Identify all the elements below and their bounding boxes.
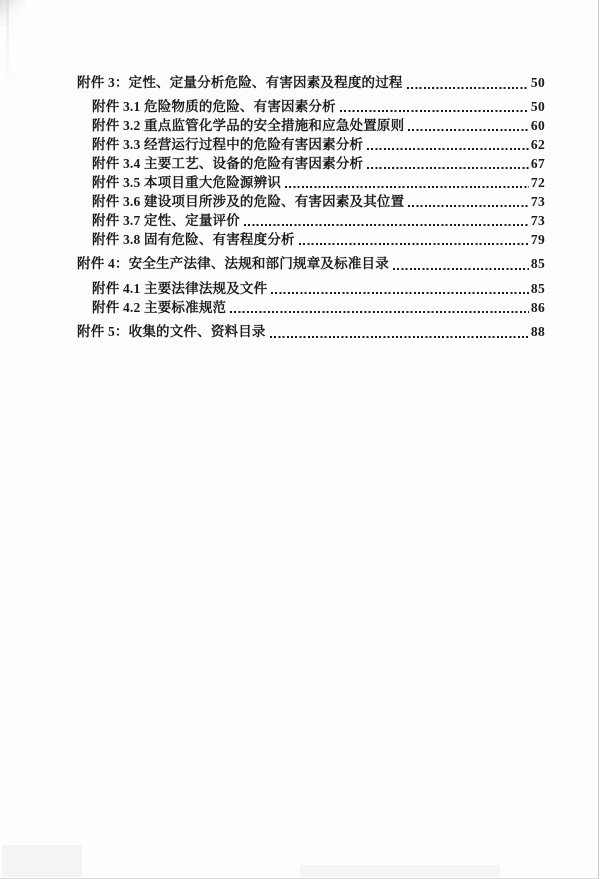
table-of-contents bbox=[77, 72, 545, 341]
toc-entry-label: 附件 3.5 本项目重大危险源辨识 bbox=[92, 175, 282, 190]
dot-leader bbox=[340, 110, 529, 112]
toc-entry-page: 62 bbox=[530, 137, 545, 152]
scan-bottom-center-smudge bbox=[300, 865, 500, 877]
toc-entry-page: 50 bbox=[530, 75, 545, 90]
toc-entry bbox=[77, 321, 545, 341]
toc-entry bbox=[77, 229, 545, 248]
toc-entry bbox=[77, 297, 545, 316]
dot-leader bbox=[244, 224, 529, 226]
dot-leader bbox=[270, 336, 529, 338]
toc-entry-page: 73 bbox=[530, 194, 545, 209]
toc-entry-label: 附件 4：安全生产法律、法规和部门规章及标准目录 bbox=[77, 256, 389, 271]
dot-leader bbox=[408, 205, 529, 207]
toc-entry bbox=[77, 278, 545, 297]
toc-entry bbox=[77, 72, 545, 92]
toc-entry bbox=[77, 134, 545, 153]
scan-right-edge-line bbox=[598, 0, 599, 879]
toc-entry-label: 附件 3.6 建设项目所涉及的危险、有害因素及其位置 bbox=[92, 194, 405, 209]
toc-entry-label: 附件 3.3 经营运行过程中的危险有害因素分析 bbox=[92, 137, 364, 152]
dot-leader bbox=[285, 186, 529, 188]
toc-entry-label: 附件 4.1 主要法律法规及文件 bbox=[92, 281, 268, 296]
dot-leader bbox=[230, 311, 529, 313]
toc-entry-label: 附件 5：收集的文件、资料目录 bbox=[77, 324, 266, 339]
dot-leader bbox=[367, 148, 529, 150]
toc-entry-page: 85 bbox=[530, 256, 545, 271]
scan-bottom-left-smudge bbox=[2, 845, 82, 877]
dot-leader bbox=[299, 243, 529, 245]
scan-corner-smudge bbox=[0, 0, 26, 26]
toc-entry bbox=[77, 96, 545, 115]
toc-entry-label: 附件 4.2 主要标准规范 bbox=[92, 300, 227, 315]
dot-leader bbox=[367, 167, 529, 169]
toc-entry-label: 附件 3.2 重点监管化学品的安全措施和应急处置原则 bbox=[92, 118, 405, 133]
toc-entry-label: 附件 3.7 定性、定量评价 bbox=[92, 213, 240, 228]
toc-entry-label: 附件 3.1 危险物质的危险、有害因素分析 bbox=[92, 99, 336, 114]
dot-leader bbox=[407, 87, 529, 89]
scan-left-streak bbox=[6, 0, 9, 90]
dot-leader bbox=[393, 268, 529, 270]
toc-entry-page: 67 bbox=[530, 156, 545, 171]
toc-entry-page: 72 bbox=[530, 175, 545, 190]
dot-leader bbox=[408, 129, 529, 131]
toc-entry-page: 86 bbox=[530, 300, 545, 315]
toc-entry bbox=[77, 191, 545, 210]
toc-entry bbox=[77, 210, 545, 229]
toc-entry bbox=[77, 172, 545, 191]
toc-entry-label: 附件 3.8 固有危险、有害程度分析 bbox=[92, 232, 295, 247]
toc-entry-label: 附件 3：定性、定量分析危险、有害因素及程度的过程 bbox=[77, 75, 403, 90]
toc-entry-page: 85 bbox=[530, 281, 545, 296]
dot-leader bbox=[271, 292, 529, 294]
toc-entry bbox=[77, 115, 545, 134]
toc-entry-label: 附件 3.4 主要工艺、设备的危险有害因素分析 bbox=[92, 156, 364, 171]
toc-entry-page: 60 bbox=[530, 118, 545, 133]
toc-entry bbox=[77, 153, 545, 172]
toc-entry-page: 88 bbox=[530, 324, 545, 339]
toc-entry-page: 73 bbox=[530, 213, 545, 228]
toc-entry-page: 79 bbox=[530, 232, 545, 247]
toc-entry-page: 50 bbox=[530, 99, 545, 114]
toc-entry bbox=[77, 253, 545, 273]
